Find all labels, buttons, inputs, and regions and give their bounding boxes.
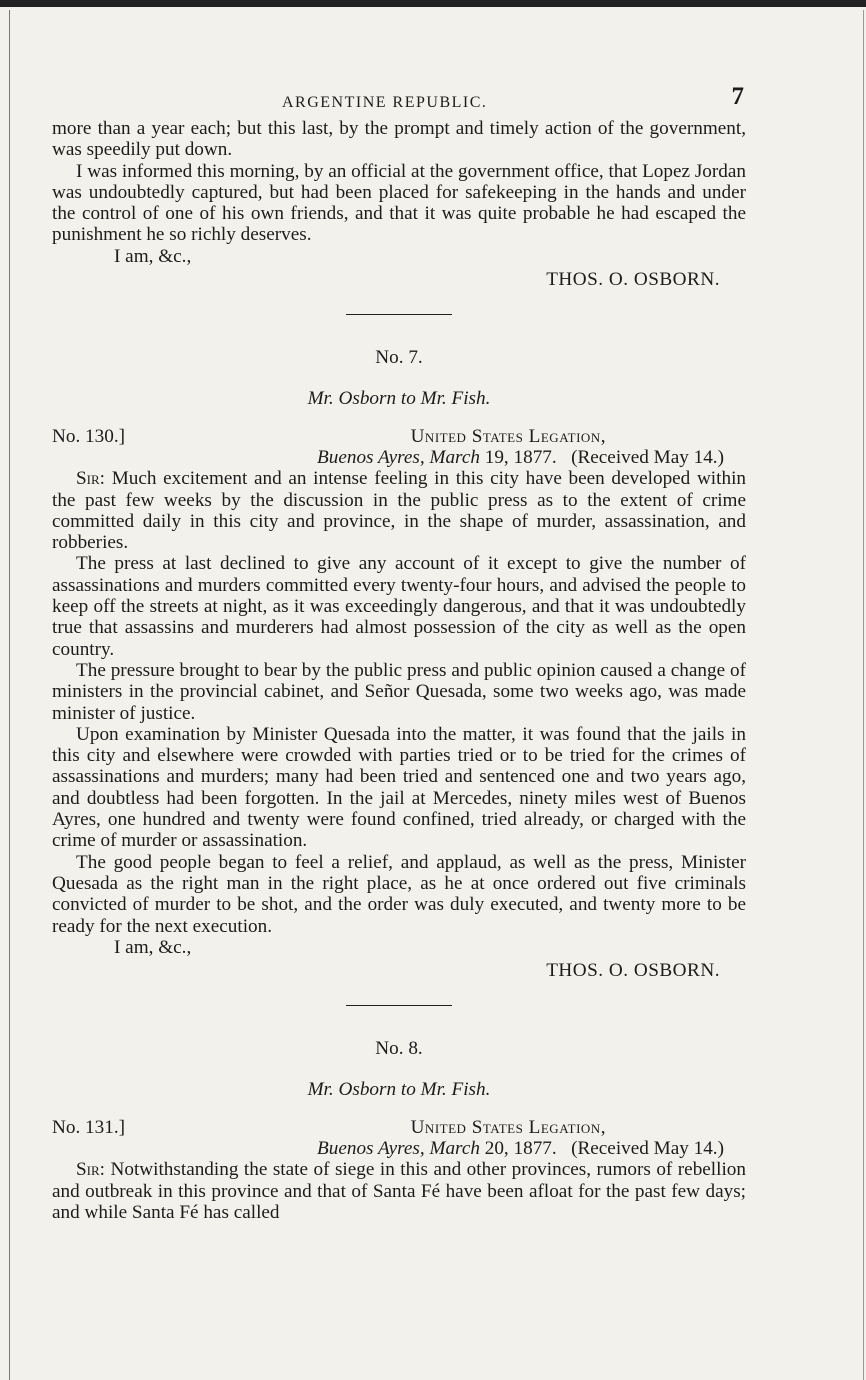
date-rest: 19, 1877. bbox=[479, 446, 557, 468]
received-note: (Received May 14.) bbox=[571, 446, 724, 468]
place: Buenos Ayres, bbox=[317, 1137, 425, 1159]
salutation: Sir: bbox=[76, 468, 106, 490]
closing: I am, &c., bbox=[114, 245, 192, 267]
paragraph: The press at last declined to give any account of it except to give the number of assassinations and murders committed every twenty-four hours, and advised the people to keep off the streets at night, as it was exceedingly dangerous, and that it was undoubtedly true that assassins and murderers had almost possession of the city as well as the open country. bbox=[52, 553, 746, 660]
page-number: 7 bbox=[731, 83, 744, 110]
signature: THOS. O. OSBORN. bbox=[546, 269, 720, 291]
paragraph-text: Much excitement and an intense feeling in this city have been developed within the past few weeks by the discussion in the public press as to the extent of crime committed daily in this city and province, in the shape of murder, assassination, and robberies. bbox=[52, 468, 746, 554]
paragraph bbox=[52, 1159, 746, 1223]
document-number: No. 7. bbox=[375, 347, 423, 369]
paragraph bbox=[52, 468, 746, 553]
despatch-number: No. 130.] bbox=[52, 425, 126, 447]
place: Buenos Ayres, bbox=[317, 446, 425, 468]
salutation: Sir: bbox=[76, 1159, 106, 1181]
running-head bbox=[52, 84, 746, 118]
page-right-edge bbox=[863, 10, 864, 1380]
page-left-edge bbox=[9, 10, 10, 1380]
letter-header bbox=[52, 426, 746, 447]
dateline bbox=[52, 1138, 746, 1159]
legation-name: United States Legation, bbox=[410, 425, 606, 447]
date-month: March bbox=[429, 1137, 480, 1159]
signature: THOS. O. OSBORN. bbox=[546, 960, 720, 982]
page-top-border bbox=[0, 0, 866, 7]
paragraph: The good people began to feel a relief, and applaud, as well as the press, Minister Quesada as the right man in the right place, as he at once ordered out five criminals convicted of murder to be shot, and the order was duly executed, and twenty more to be ready for the next execution. bbox=[52, 851, 746, 937]
paragraph: Upon examination by Minister Quesada into the matter, it was found that the jails in this city and elsewhere were crowded with parties tried or to be tried for the crimes of assassinations and murders; many had been tried and sentenced one and two years ago, and doubtless had been forgotten. In the jail at Mercedes, ninety miles west of Buenos Ayres, one hundred and twenty were found confined, tried already, or charged with the crime of murder or assassination. bbox=[52, 723, 746, 852]
paragraph: I was informed this morning, by an official at the government office, that Lopez Jordan was undoubtedly captured, but had been placed for safekeeping in the hands and under the control of one of his own friends, and that it was quite probable he had escaped the punishment he so richly deserves. bbox=[52, 160, 746, 246]
date-rest: 20, 1877. bbox=[479, 1137, 557, 1159]
legation-name: United States Legation, bbox=[410, 1116, 606, 1138]
despatch-number: No. 131.] bbox=[52, 1116, 126, 1138]
closing: I am, &c., bbox=[114, 936, 192, 958]
letter-header bbox=[52, 1117, 746, 1138]
correspondents-heading: Mr. Osborn to Mr. Fish. bbox=[307, 387, 491, 409]
page-body bbox=[52, 84, 746, 1223]
paragraph: more than a year each; but this last, by the prompt and timely action of the government, was speedily put down. bbox=[52, 118, 746, 161]
correspondents-heading: Mr. Osborn to Mr. Fish. bbox=[307, 1078, 491, 1100]
document-number: No. 8. bbox=[375, 1038, 423, 1060]
running-head-title: ARGENTINE REPUBLIC. bbox=[282, 94, 488, 111]
date-month: March bbox=[429, 446, 480, 468]
dateline bbox=[52, 447, 746, 468]
paragraph-text: Notwithstanding the state of siege in this and other provinces, rumors of rebellion and outbreak in this province and that of Santa Fé have been afloat for the past few days; and while Santa Fé has called bbox=[52, 1159, 746, 1223]
paragraph: The pressure brought to bear by the public press and public opinion caused a change of ministers in the provincial cabinet, and Señor Quesada, some two weeks ago, was made minister of justice. bbox=[52, 659, 746, 724]
received-note: (Received May 14.) bbox=[571, 1137, 724, 1159]
